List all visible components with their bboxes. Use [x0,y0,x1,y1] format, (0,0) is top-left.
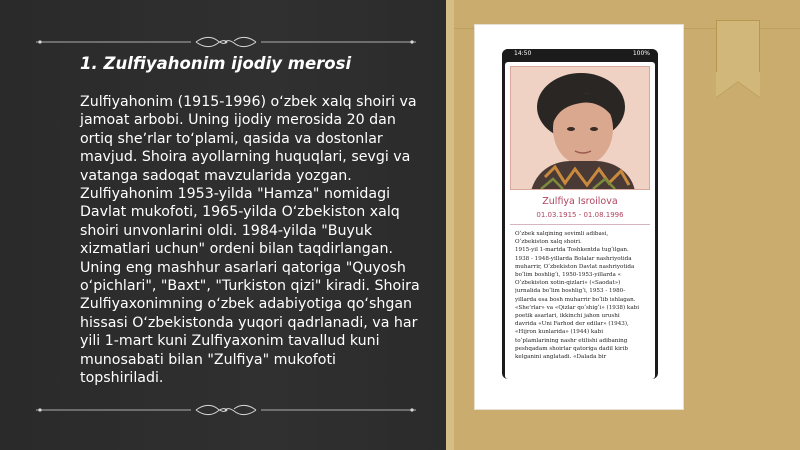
phone-screen [502,49,658,379]
bio-line: «Hijron kunlarida» (1944) kabi [515,329,604,336]
bio-line: yillarda esa bosh muharrir bo‘lib ishlagan. [515,296,636,303]
bio-line: O‘zbek xalqining sevimli adibasi, [515,231,609,237]
bio-line: jurnalida bo‘lim boshlig‘i, 1953 - 1980- [515,288,626,295]
bio-line: 1938 - 1948-yillarda Bolalar nashriyotida [515,255,632,262]
bio-line: muharrir, O‘zbekiston Davlat nashriyotida [515,263,635,270]
profile-card [505,62,655,379]
profile-dates: 01.03.1915 - 01.08.1996 [536,211,624,219]
profile-separator [510,224,650,225]
bio-line: O‘zbekiston xalq shoiri. [515,239,582,246]
bio-line: davrida «Uni Farhod der edilar» (1943), [515,321,629,328]
ornament-divider-top-icon [36,36,416,48]
slide-title: 1. Zulfiyahonim ijodiy merosi [80,54,352,73]
bio-line: poetik asarlari, ikkinchi jahon urushi [515,313,620,320]
bio-line: kelganini anglatadi. «Dalada bir [515,354,607,361]
bio-line: O‘zbekiston xotin-qizlari» («Saodat») [515,280,621,287]
bio-line: 1915-yil 1-martda Toshkentda tug‘ilgan. [515,247,629,254]
status-bar [502,49,658,61]
profile-bio [515,230,649,361]
phone-screenshot [474,24,684,410]
bio-line: «She’rlar» va «Qizlar qo‘shig‘i» (1938) kabi [515,304,640,311]
bio-line: bo‘lim boshlig‘i, 1950-1953-yillarda « [515,272,621,279]
gold-stripe [446,0,454,450]
bio-line: peshqadam shoirlar qatoriga dadil kirib [515,345,628,352]
bookmark-ribbon-notch [716,72,760,98]
ornament-divider-bottom-icon [36,404,416,416]
slide-body-text: Zulfiyahonim (1915-1996) oʻzbek xalq shoiri va jamoat arbobi. Uning ijodiy merosida 20 dan ortiq sheʼrlar toʻplami, qasida va dostonlar mavjud. Shoira ayollarning huquqlari, sevgi va vatanga sadoqat mavzularida yozgan. Zulfiyahonim 1953-yilda "Hamza" nomidagi Davlat mukofoti, 1965-yilda Oʻzbekiston xalq shoiri unvonlarini oldi. 1984-yilda "Buyuk xizmatlari uchun" ordeni bilan taqdirlangan. Uning eng mashhur asarlari qatoriga "Quyosh oʻpichlari", "Baxt", "Turkiston qizi" kiradi. Shoira Zulfiyaxonimning oʻzbek adabiyotiga qoʻshgan hissasi Oʻzbekistonda yuqori qadrlanadi, va har yili 1-mart kuni Zulfiyaxonim tavallud kuni munosabati bilan "Zulfiya" mukofoti topshiriladi. [80,94,420,387]
profile-name: Zulfiya Isroilova [542,196,618,207]
bio-line: to‘plamlarining nashr etilishi adibaning [515,337,628,344]
portrait-photo-icon [510,66,650,190]
status-battery: 100% [632,50,650,57]
status-time: 14:50 [514,50,532,57]
